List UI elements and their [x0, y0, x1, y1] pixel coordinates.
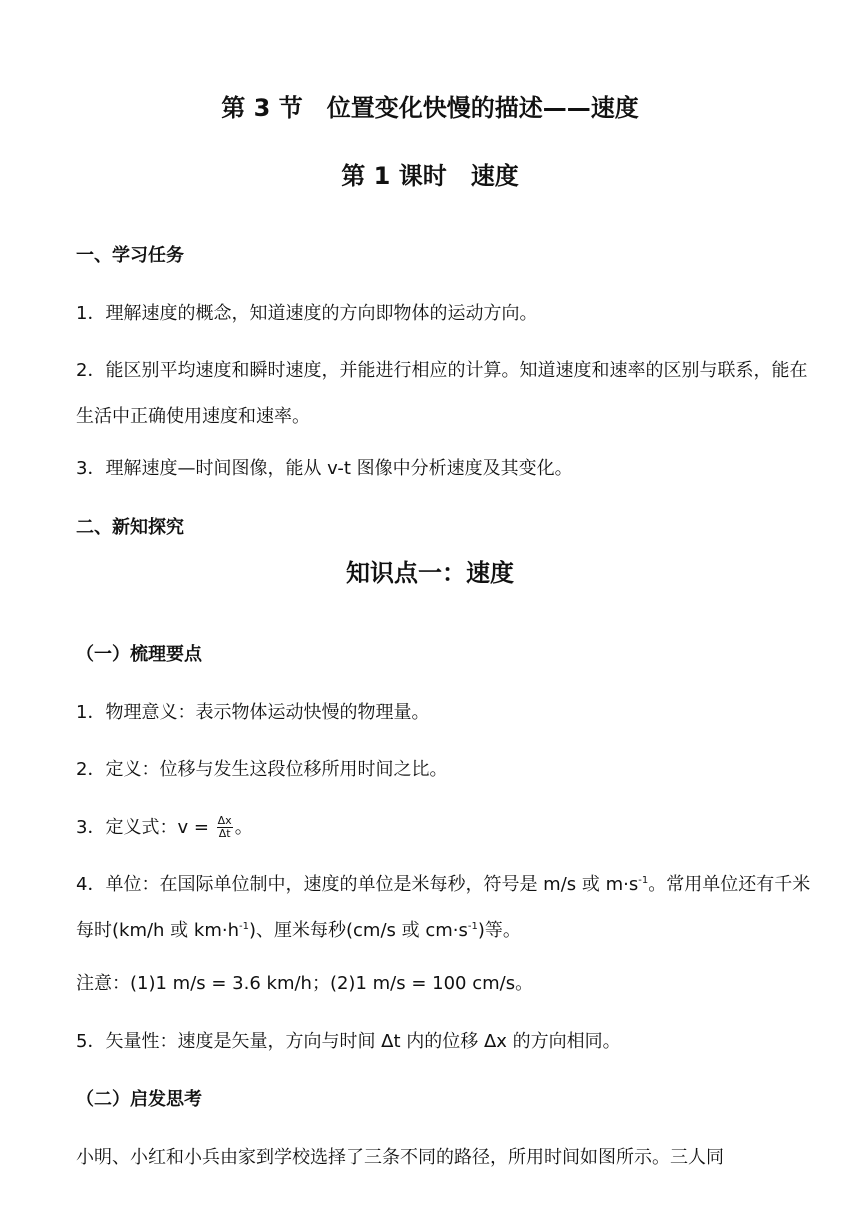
task-item-3: 3．理解速度—时间图像，能从 v-t 图像中分析速度及其变化。 [76, 458, 573, 479]
units-sup-3: -1 [467, 921, 478, 932]
lesson-title: 第 1 课时 速度 [341, 162, 519, 190]
point-units [76, 862, 820, 954]
learning-tasks-heading: 一、学习任务 [76, 245, 184, 266]
units-sup-2: -1 [238, 921, 249, 932]
units-text-c: )、厘米每秒(cm/s 或 cm·s [248, 920, 468, 941]
section-title: 第 3 节 位置变化快慢的描述——速度 [221, 94, 639, 122]
unit-conversion-note: 注意：(1)1 m/s = 3.6 km/h；(2)1 m/s = 100 cm/s。 [76, 973, 534, 994]
units-text-a: 4．单位：在国际单位制中，速度的单位是米每秒，符号是 m/s 或 m·s [76, 874, 639, 895]
point-definition: 2．定义：位移与发生这段位移所用时间之比。 [76, 759, 448, 780]
knowledge-point-title: 知识点一：速度 [346, 559, 514, 587]
fraction-numerator: Δx [217, 813, 232, 827]
point-physical-meaning: 1．物理意义：表示物体运动快慢的物理量。 [76, 702, 430, 723]
units-sup-1: -1 [638, 875, 649, 886]
task-item-1: 1．理解速度的概念，知道速度的方向即物体的运动方向。 [76, 303, 538, 324]
task-item-2: 2．能区别平均速度和瞬时速度，并能进行相应的计算。知道速度和速率的区别与联系，能在生活中正确使用速度和速率。 [76, 360, 808, 427]
think-heading: （二）启发思考 [76, 1089, 202, 1110]
units-text-b: 。常用单位还有千米每时(km/h 或 km·h [76, 874, 811, 941]
formula-suffix: 。 [234, 817, 253, 838]
think-paragraph: 小明、小红和小兵由家到学校选择了三条不同的路径，所用时间如图所示。三人同 [76, 1147, 724, 1168]
new-knowledge-heading: 二、新知探究 [76, 517, 184, 538]
point-formula [76, 815, 816, 841]
point-vector: 5．矢量性：速度是矢量，方向与时间 Δt 内的位移 Δx 的方向相同。 [76, 1031, 621, 1052]
formula-prefix: 3．定义式：v = [76, 817, 215, 838]
velocity-fraction [217, 815, 233, 840]
fraction-denominator: Δt [218, 826, 231, 840]
key-points-heading: （一）梳理要点 [76, 644, 202, 665]
units-text-d: )等。 [477, 920, 521, 941]
